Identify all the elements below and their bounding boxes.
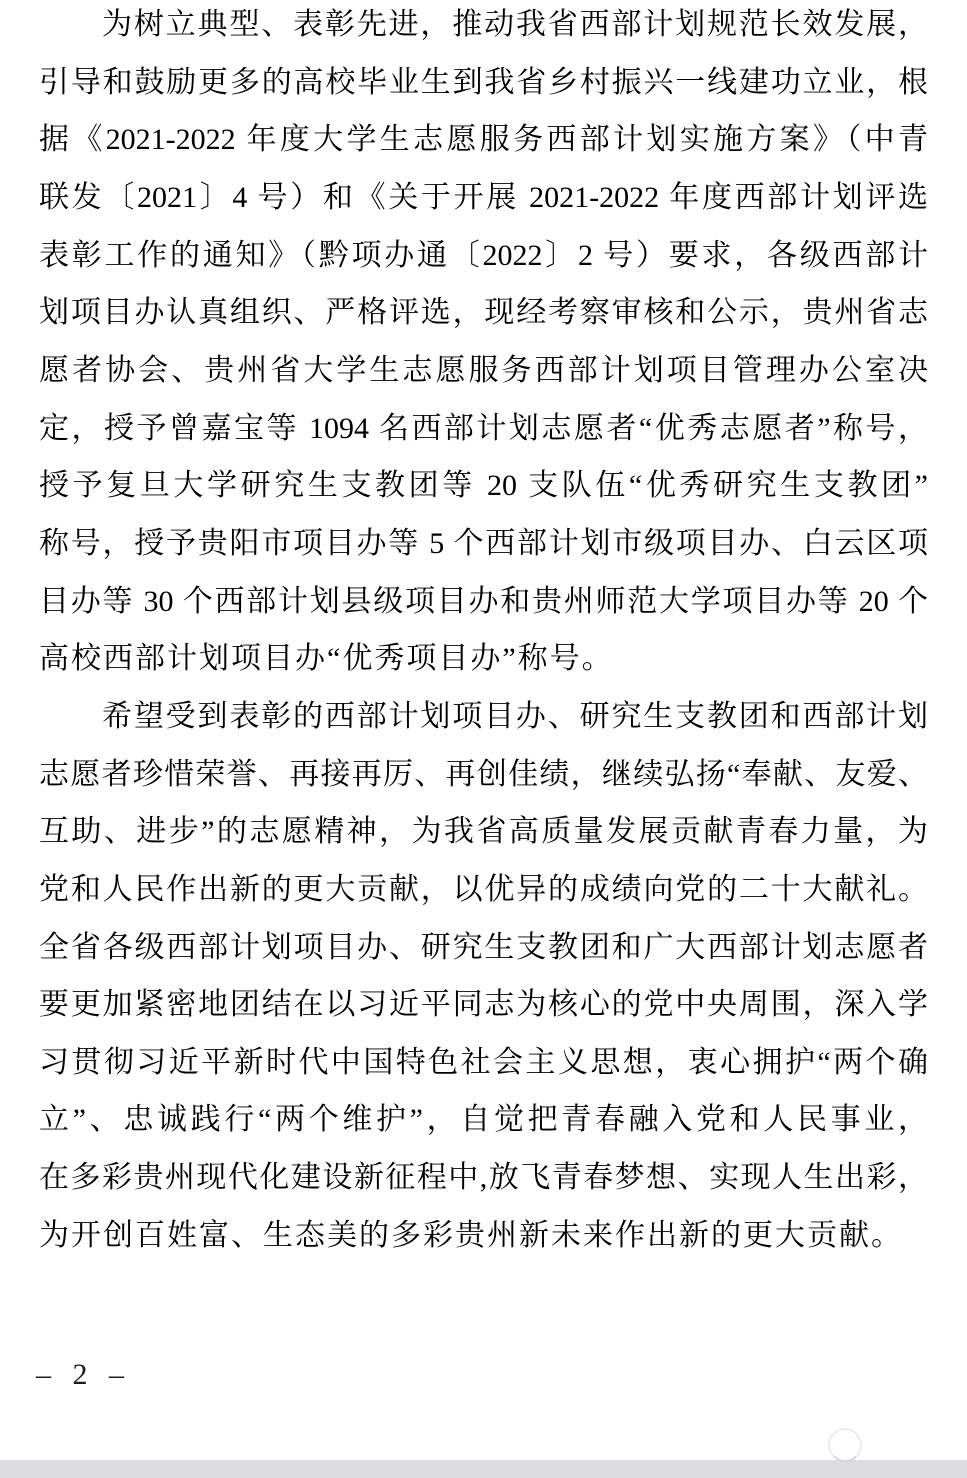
text-line: 在多彩贵州现代化建设新征程中,放飞青春梦想、实现人生出彩， [39,1161,928,1195]
text-line: 立”、忠诚践行“两个维护”，自觉把青春融入党和人民事业， [39,1103,928,1137]
text-line: 习贯彻习近平新时代中国特色社会主义思想，衷心拥护“两个确 [39,1045,928,1079]
text-line: 为开创百姓富、生态美的多彩贵州新未来作出新的更大贡献。 [39,1218,903,1252]
text-line: 全省各级西部计划项目办、研究生支教团和广大西部计划志愿者 [39,930,928,964]
text-line: 据《2021-2022 年度大学生志愿服务西部计划实施方案》（中青 [39,123,928,157]
text-line: 目办等 30 个西部计划县级项目办和贵州师范大学项目办等 20 个 [39,584,928,618]
text-line: 愿者协会、贵州省大学生志愿服务西部计划项目管理办公室决 [39,353,928,387]
text-line: 划项目办认真组织、严格评选，现经考察审核和公示，贵州省志 [39,296,928,330]
text-line: 称号，授予贵阳市项目办等 5 个西部计划市级项目办、白云区项 [39,526,928,560]
text-line: 联发〔2021〕4 号）和《关于开展 2021-2022 年度西部计划评选 [39,180,928,214]
text-line: 授予复旦大学研究生支教团等 20 支队伍“优秀研究生支教团” [39,469,928,503]
text-line: 要更加紧密地团结在以习近平同志为核心的党中央周围，深入学 [39,988,928,1022]
text-line: 定，授予曾嘉宝等 1094 名西部计划志愿者“优秀志愿者”称号， [39,411,928,445]
text-line: 表彰工作的通知》（黔项办通〔2022〕2 号）要求，各级西部计 [39,238,928,272]
text-line: 引导和鼓励更多的高校毕业生到我省乡村振兴一线建功立业，根 [39,65,928,99]
text-line: 为树立典型、表彰先进，推动我省西部计划规范长效发展， [102,8,928,41]
text-line: 互助、进步”的志愿精神，为我省高质量发展贡献青春力量，为 [39,815,928,849]
text-line: 希望受到表彰的西部计划项目办、研究生支教团和西部计划 [102,699,928,733]
text-line: 高校西部计划项目办“优秀项目办”称号。 [39,642,614,676]
toolbar-handle-button[interactable] [828,1428,862,1462]
text-line: 志愿者珍惜荣誉、再接再厉、再创佳绩，继续弘扬“奉献、友爱、 [39,757,928,791]
document-text-block [39,0,928,1264]
page-number: – 2 – [36,1358,131,1391]
text-line: 党和人民作出新的更大贡献，以优异的成绩向党的二十大献礼。 [39,872,928,906]
viewer-bottom-bar [0,1460,967,1478]
